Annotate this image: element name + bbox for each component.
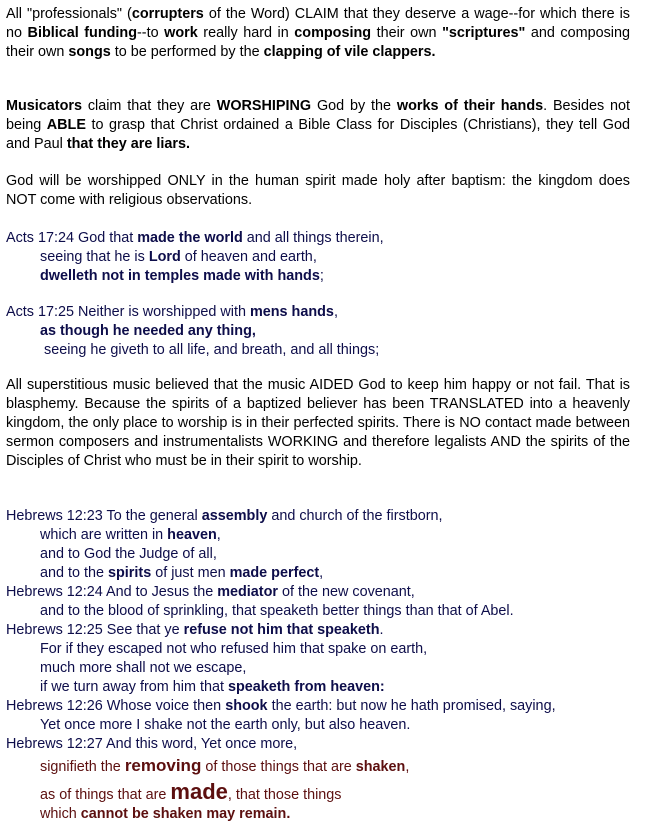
text: and all things therein, — [242, 230, 384, 246]
emphasis: heaven — [167, 527, 217, 543]
emphasis: refuse not him that speaketh — [183, 622, 380, 638]
text: seeing he giveth to all life, and breath, and all things; — [44, 342, 380, 358]
text: Hebrews 12:25 See that ye — [6, 622, 184, 638]
emphasis: mediator — [217, 584, 278, 600]
text: of those things that are — [201, 759, 356, 775]
verse-line — [40, 564, 323, 583]
emphasis: WORSHIPING — [216, 98, 312, 114]
emphasis: shaken — [355, 759, 406, 775]
emphasis: assembly — [201, 508, 268, 524]
emphasis: Biblical funding — [27, 25, 138, 41]
text: and to God the Judge of all, — [40, 546, 217, 562]
text: Hebrews 12:23 To the general — [6, 508, 202, 524]
text: signifieth the — [40, 759, 125, 775]
verse-line — [40, 659, 246, 678]
verse-line — [40, 248, 317, 267]
text: which — [40, 806, 81, 822]
emphasis: songs — [68, 44, 111, 60]
emphasis: work — [164, 25, 198, 41]
text: of the Word) CLAIM that they deserve a wage--for which there is no — [6, 6, 631, 41]
text: , — [405, 759, 410, 775]
verse-line — [40, 640, 427, 659]
verse-hebrews-12-23 — [6, 507, 443, 526]
emphasis: ABLE — [46, 117, 86, 133]
verse-acts-17-24 — [6, 229, 384, 248]
text: and church of the firstborn, — [267, 508, 443, 524]
emphasis: made — [170, 779, 228, 804]
text: , that those things — [227, 787, 342, 803]
emphasis: made the world — [137, 230, 243, 246]
text: Acts 17:25 Neither is worshipped with — [6, 304, 250, 320]
emphasis: removing — [124, 756, 202, 775]
text: Hebrews 12:26 Whose voice then — [6, 698, 226, 714]
emphasis: Musicators — [6, 98, 82, 114]
text: For if they escaped not who refused him that spake on earth, — [40, 641, 428, 657]
emphasis: shook — [225, 698, 268, 714]
verse-acts-17-25 — [6, 303, 338, 322]
paragraph-professionals — [6, 5, 630, 62]
verse-line — [40, 756, 409, 777]
paragraph-superstitious-music: All superstitious music believed that the music AIDED God to keep him happy or not fail. That is blasphemy. Because the spirits of a baptized believer has been TRANSLATED into a heavenly kingdom, the only place to worship is in their perfected spirits. There is NO contact made between sermon composers and instrumentalists WORKING and therefore legalists AND the spirits of the Disciples of Christ who must be in their spirit to worship. — [6, 377, 630, 469]
verse-hebrews-12-26 — [6, 697, 556, 716]
text: God by the — [311, 98, 397, 114]
text: and to the — [40, 565, 109, 581]
text: of heaven and earth, — [180, 249, 317, 265]
verse-line — [40, 678, 385, 697]
emphasis: corrupters — [131, 6, 204, 22]
text: Yet once more I shake not the earth only, but also heaven. — [40, 717, 411, 733]
paragraph-worship-spirit: God will be worshipped ONLY in the human spirit made holy after baptism: the kingdom does NOT come with religious observations. — [6, 173, 630, 208]
emphasis: composing — [294, 25, 372, 41]
text: All "professionals" ( — [6, 6, 132, 22]
text: . — [379, 622, 384, 638]
text: seeing that he is — [40, 249, 149, 265]
text: and to the blood of sprinkling, that speaketh better things than that of Abel. — [40, 603, 514, 619]
text: claim that they are — [81, 98, 217, 114]
verse-hebrews-12-24 — [6, 583, 415, 602]
emphasis: as though he needed any thing, — [40, 323, 256, 339]
text: , — [319, 565, 324, 581]
text: the earth: but now he hath promised, saying, — [267, 698, 556, 714]
verse-hebrews-12-25 — [6, 621, 384, 640]
text: much more shall not we escape, — [40, 660, 247, 676]
verse-hebrews-12-27 — [6, 735, 297, 754]
text: their own — [371, 25, 443, 41]
verse-line — [44, 341, 379, 360]
verse-line — [40, 267, 324, 286]
emphasis: speaketh from heaven: — [227, 679, 385, 695]
text: Hebrews 12:27 And this word, Yet once more, — [6, 736, 298, 752]
emphasis: cannot be shaken may remain. — [80, 806, 291, 822]
emphasis: clapping of vile clappers. — [263, 44, 436, 60]
text: . Besides not being — [6, 98, 630, 133]
verse-line — [40, 602, 514, 621]
text: , — [216, 527, 221, 543]
verse-line — [40, 526, 221, 545]
emphasis: made perfect — [229, 565, 320, 581]
text: as of things that are — [40, 787, 171, 803]
verse-line — [40, 322, 256, 341]
verse-line — [40, 779, 342, 805]
text: to grasp that Christ ordained a Bible Class for Disciples (Christians), they tell God and Paul — [6, 117, 630, 152]
emphasis: mens hands — [249, 304, 334, 320]
text: if we turn away from him that — [40, 679, 228, 695]
emphasis: "scriptures" — [442, 25, 526, 41]
emphasis: dwelleth not in temples made with hands — [40, 268, 320, 284]
paragraph-musicators — [6, 97, 630, 154]
text: , — [333, 304, 338, 320]
text: --to — [137, 25, 165, 41]
text: to be performed by the — [110, 44, 264, 60]
text: really hard in — [197, 25, 295, 41]
emphasis: works of their hands — [396, 98, 544, 114]
text: of just men — [151, 565, 230, 581]
verse-line — [40, 545, 217, 564]
text: ; — [319, 268, 324, 284]
text: of the new covenant, — [277, 584, 415, 600]
emphasis: spirits — [108, 565, 152, 581]
emphasis: Lord — [148, 249, 181, 265]
verse-line — [40, 805, 290, 824]
text: Acts 17:24 God that — [6, 230, 138, 246]
text: and composing their own — [6, 25, 630, 60]
text: which are written in — [40, 527, 168, 543]
text: Hebrews 12:24 And to Jesus the — [6, 584, 218, 600]
emphasis: that they are liars. — [66, 136, 190, 152]
verse-line — [40, 716, 410, 735]
